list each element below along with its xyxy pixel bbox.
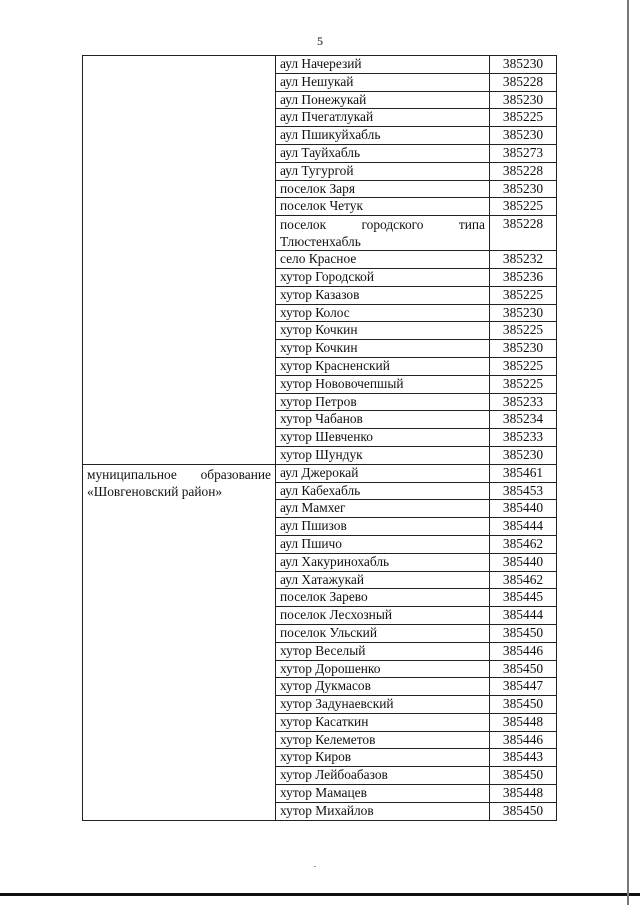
settlement-name: хутор Шевченко <box>276 429 490 447</box>
postal-code: 385228 <box>490 216 557 251</box>
postal-code: 385446 <box>490 642 557 660</box>
postal-code: 385461 <box>490 464 557 482</box>
settlement-name: хутор Нововочепшый <box>276 375 490 393</box>
postal-code: 385225 <box>490 198 557 216</box>
settlement-name: аул Мамхег <box>276 500 490 518</box>
municipality-name <box>87 56 271 57</box>
postal-code: 385440 <box>490 553 557 571</box>
settlement-name: поселок городского типа Тлюстенхабль <box>276 216 490 251</box>
settlement-name: аул Нешукай <box>276 73 490 91</box>
postal-code: 385230 <box>490 127 557 145</box>
postal-code: 385225 <box>490 109 557 127</box>
settlement-name: поселок Четук <box>276 198 490 216</box>
table-row <box>83 464 557 482</box>
settlement-name: поселок Заря <box>276 180 490 198</box>
settlement-name: аул Понежукай <box>276 91 490 109</box>
settlement-name: аул Пшичо <box>276 535 490 553</box>
postal-code: 385273 <box>490 144 557 162</box>
settlement-name: аул Хакуринохабль <box>276 553 490 571</box>
postal-code: 385233 <box>490 429 557 447</box>
postal-code: 385230 <box>490 91 557 109</box>
settlement-name: аул Тугургой <box>276 162 490 180</box>
postal-code: 385230 <box>490 446 557 464</box>
settlement-name: поселок Ульский <box>276 624 490 642</box>
postal-code: 385450 <box>490 660 557 678</box>
postal-code: 385232 <box>490 251 557 269</box>
settlement-name: хутор Колос <box>276 304 490 322</box>
settlements-table <box>82 55 557 821</box>
postal-code: 385230 <box>490 304 557 322</box>
postal-code: 385448 <box>490 785 557 803</box>
settlement-name: хутор Красненский <box>276 357 490 375</box>
postal-code: 385228 <box>490 73 557 91</box>
settlement-name: хутор Келеметов <box>276 731 490 749</box>
settlement-name: аул Джерокай <box>276 464 490 482</box>
settlement-name: хутор Кочкин <box>276 340 490 358</box>
postal-code: 385444 <box>490 607 557 625</box>
settlement-name: поселок Зарево <box>276 589 490 607</box>
settlement-name: хутор Михайлов <box>276 802 490 820</box>
postal-code: 385236 <box>490 268 557 286</box>
postal-code: 385225 <box>490 286 557 304</box>
settlement-name: хутор Шундук <box>276 446 490 464</box>
scan-speck <box>314 866 316 867</box>
postal-code: 385450 <box>490 624 557 642</box>
settlement-name: хутор Казазов <box>276 286 490 304</box>
postal-code: 385230 <box>490 180 557 198</box>
postal-code: 385230 <box>490 56 557 74</box>
postal-code: 385462 <box>490 571 557 589</box>
postal-code: 385450 <box>490 767 557 785</box>
settlement-name: хутор Чабанов <box>276 411 490 429</box>
postal-code: 385225 <box>490 375 557 393</box>
postal-code: 385462 <box>490 535 557 553</box>
postal-code: 385230 <box>490 340 557 358</box>
settlement-name: хутор Кочкин <box>276 322 490 340</box>
postal-code: 385446 <box>490 731 557 749</box>
table-body <box>83 56 557 821</box>
municipality-cell <box>83 56 276 465</box>
municipality-name: муниципальное образование «Шовгеновский район» <box>87 466 271 499</box>
settlement-name: аул Пшизов <box>276 518 490 536</box>
postal-code: 385450 <box>490 696 557 714</box>
right-scan-edge <box>627 0 629 905</box>
postal-code: 385448 <box>490 713 557 731</box>
postal-code: 385440 <box>490 500 557 518</box>
settlement-name: аул Начерезий <box>276 56 490 74</box>
postal-code: 385228 <box>490 162 557 180</box>
settlement-name: хутор Мамацев <box>276 785 490 803</box>
postal-code: 385453 <box>490 482 557 500</box>
municipality-cell <box>83 464 276 820</box>
postal-code: 385443 <box>490 749 557 767</box>
settlement-name: аул Хатажукай <box>276 571 490 589</box>
settlement-name: хутор Дорошенко <box>276 660 490 678</box>
settlement-name: хутор Лейбоабазов <box>276 767 490 785</box>
settlement-name: аул Пшикуйхабль <box>276 127 490 145</box>
settlement-name: хутор Дукмасов <box>276 678 490 696</box>
settlement-name: хутор Веселый <box>276 642 490 660</box>
settlement-name: аул Кабехабль <box>276 482 490 500</box>
table-row <box>83 56 557 74</box>
postal-code: 385444 <box>490 518 557 536</box>
settlement-name: хутор Петров <box>276 393 490 411</box>
postal-code: 385445 <box>490 589 557 607</box>
settlement-name: хутор Киров <box>276 749 490 767</box>
settlement-name: аул Пчегатлукай <box>276 109 490 127</box>
settlement-name: поселок Лесхозный <box>276 607 490 625</box>
settlement-name: хутор Задунаевский <box>276 696 490 714</box>
postal-code: 385225 <box>490 322 557 340</box>
page-number: 5 <box>317 34 323 48</box>
postal-code: 385225 <box>490 357 557 375</box>
settlement-name: село Красное <box>276 251 490 269</box>
settlement-name: хутор Касаткин <box>276 713 490 731</box>
bottom-scan-edge <box>0 893 640 896</box>
postal-code: 385233 <box>490 393 557 411</box>
settlement-name: аул Тауйхабль <box>276 144 490 162</box>
postal-code: 385450 <box>490 802 557 820</box>
postal-code: 385234 <box>490 411 557 429</box>
postal-code: 385447 <box>490 678 557 696</box>
settlement-name: хутор Городской <box>276 268 490 286</box>
